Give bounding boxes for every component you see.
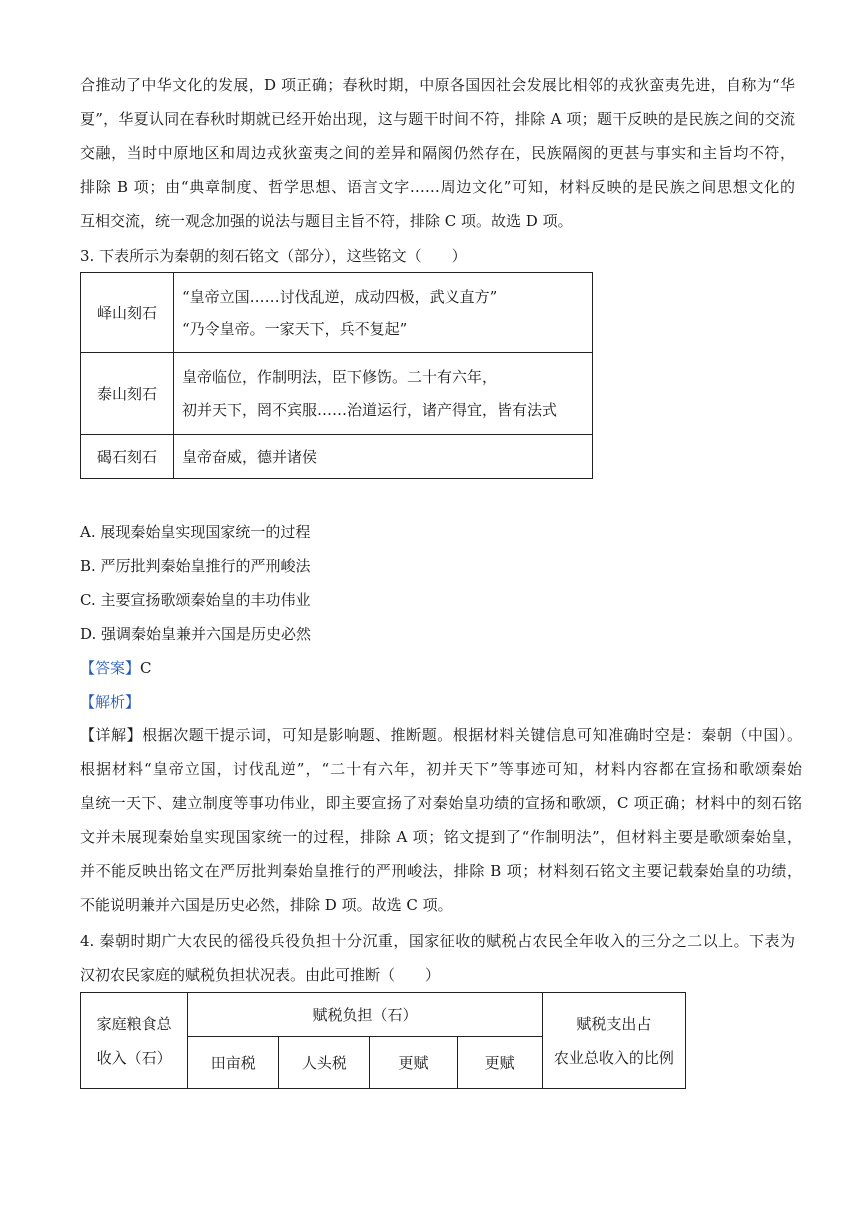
option-a: A. 展现秦始皇实现国家统一的过程 xyxy=(80,523,311,541)
text-line: 不能说明兼并六国是历史必然，排除 D 项。故选 C 项。 xyxy=(80,896,453,914)
header-tax-ratio xyxy=(542,993,685,1089)
text-line: 汉初农民家庭的赋税负担状况表。由此可推断（ ） xyxy=(80,966,441,984)
text-line: 合推动了中华文化的发展，D 项正确；春秋时期，中原各国因社会发展比相邻的戎狄蛮夷先进，自称为“华 xyxy=(80,76,795,94)
table-row xyxy=(81,273,593,353)
analysis-tag: 【解析】 xyxy=(80,693,141,711)
header-line: 收入（石） xyxy=(96,1048,172,1067)
header-line: 赋税支出占 xyxy=(576,1014,652,1033)
q4-stem xyxy=(80,924,795,992)
table-cell-name: 碣石刻石 xyxy=(81,435,174,479)
header-tax-burden: 赋税负担（石） xyxy=(188,993,543,1037)
table-header-row xyxy=(81,993,686,1037)
table-cell-content xyxy=(174,273,593,353)
subheader-field-tax: 田亩税 xyxy=(188,1037,279,1089)
header-grain-income xyxy=(81,993,188,1089)
text-line: 4. 秦朝时期广大农民的徭役兵役负担十分沉重，国家征收的赋税占农民全年收入的三分之二以上。下表为 xyxy=(80,932,795,950)
subheader-gengfu: 更赋 xyxy=(370,1037,457,1089)
subheader-poll-tax: 人头税 xyxy=(279,1037,370,1089)
subheader-gengfu: 更赋 xyxy=(457,1037,542,1089)
text-line: 皇统一天下、建立制度等事功伟业，即主要宣扬了对秦始皇功绩的宣扬和歌颂，C 项正确；材料中的刻石铭 xyxy=(80,794,803,812)
inscription-line: 皇帝奋威，德并诸侯 xyxy=(182,448,318,466)
q3-stem: 3. 下表所示为秦朝的刻石铭文（部分），这些铭文（ ） xyxy=(80,247,467,265)
q3-detail xyxy=(80,718,802,922)
text-line: 互相交流，统一观念加强的说法与题目主旨不符，排除 C 项。故选 D 项。 xyxy=(80,212,573,230)
option-d: D. 强调秦始皇兼并六国是历史必然 xyxy=(80,625,312,643)
header-line: 农业总收入的比例 xyxy=(553,1048,674,1067)
q3-inscription-table xyxy=(80,272,593,479)
table-cell-content xyxy=(174,353,593,435)
text-line: 排除 B 项；由“典章制度、哲学思想、语言文字……周边文化”可知，材料反映的是民族之间思想文化的 xyxy=(80,178,795,196)
text-line: 夏”，华夏认同在春秋时期就已经开始出现，这与题干时间不符，排除 A 项；题干反映的是民族之间的交流 xyxy=(80,110,795,128)
text-line: 并不能反映出铭文在严厉批判秦始皇推行的严刑峻法，排除 B 项；材料刻石铭文主要记载秦始皇的功绩， xyxy=(80,862,802,880)
detail-text: 根据次题干提示词，可知是影响题、推断题。根据材料关键信息可知准确时空是：秦朝（中国）。 xyxy=(142,726,802,744)
text-line: 根据材料“皇帝立国，讨伐乱逆”，“二十有六年，初并天下”等事迹可知，材料内容都在宣扬和歌颂秦始 xyxy=(80,760,802,778)
option-b: B. 严厉批判秦始皇推行的严刑峻法 xyxy=(80,557,311,575)
inscription-line: “乃令皇帝。一家天下，兵不复起” xyxy=(182,319,408,338)
option-c: C. 主要宣扬歌颂秦始皇的丰功伟业 xyxy=(80,591,311,609)
table-row xyxy=(81,353,593,435)
q4-tax-table xyxy=(80,992,686,1089)
q2-explanation-tail xyxy=(80,68,795,238)
text-line: 文并未展现秦始皇实现国家统一的过程，排除 A 项；铭文提到了“作制明法”，但材料主要是歌颂秦始皇， xyxy=(80,828,802,846)
answer-line xyxy=(80,657,152,678)
text-line xyxy=(80,718,802,752)
answer-tag: 【答案】 xyxy=(80,659,141,677)
table-row xyxy=(81,435,593,479)
table-cell-content xyxy=(174,435,593,479)
inscription-line: 皇帝临位，作制明法，臣下修饬。二十有六年， xyxy=(182,367,498,386)
answer-value: C xyxy=(140,659,152,677)
inscription-line: “皇帝立国……讨伐乱逆，成动四极，武义直方” xyxy=(182,287,498,306)
text-line: 交融，当时中原地区和周边戎狄蛮夷之间的差异和隔阂仍然存在，民族隔阂的更甚与事实和主旨均不符， xyxy=(80,144,795,162)
table-cell-name: 泰山刻石 xyxy=(81,353,174,435)
header-line: 家庭粮食总 xyxy=(96,1014,172,1033)
table-cell-name: 峄山刻石 xyxy=(81,273,174,353)
inscription-line: 初并天下，罔不宾服……治道运行，诸产得宜，皆有法式 xyxy=(182,400,558,419)
detail-tag: 【详解】 xyxy=(80,726,143,744)
